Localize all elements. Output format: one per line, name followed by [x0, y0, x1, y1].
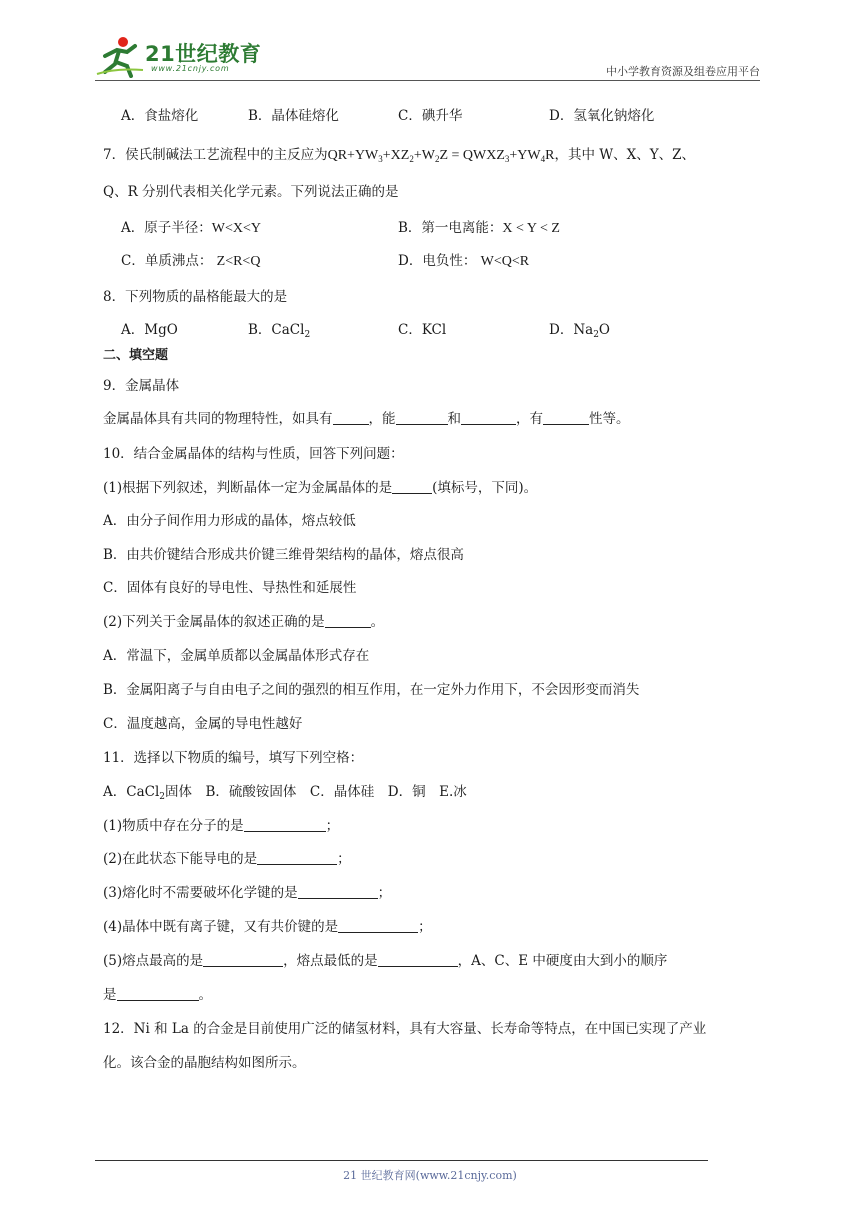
q9-text-4: ，有: [516, 411, 543, 427]
q9-text-5: 性等。: [589, 411, 630, 427]
q10-stem: 10．结合金属晶体的结构与性质，回答下列问题：: [103, 446, 404, 462]
q11-sub4-text: (4)晶体中既有离子键，又有共价键的是: [103, 919, 339, 935]
answer-blank[interactable]: [325, 613, 371, 628]
q11-sub3-text: (3)熔化时不需要破坏化学键的是: [103, 885, 298, 901]
q11-sub5-end: 。: [198, 987, 212, 1003]
logo-url: www.21cnjy.com: [151, 64, 230, 73]
q7-option-a-label: A．原子半径：: [121, 220, 212, 236]
q10-part1-option-c: C．固体有良好的导电性、导热性和延展性: [103, 580, 357, 596]
q8-option-d-text: D．Na: [549, 322, 594, 338]
site-logo: [95, 34, 265, 78]
q11-sub5: [103, 951, 667, 971]
q8-option-b-sub: 2: [304, 330, 311, 340]
q7-option-d-label: D．电负性：: [398, 253, 477, 269]
q8-option-d-sub: 2: [593, 330, 599, 340]
q10-part1-option-b: B．由共价键结合形成共价键三维骨架结构的晶体，熔点很高: [103, 547, 464, 563]
answer-blank[interactable]: [203, 952, 283, 967]
q6-option-a: A．食盐熔化: [121, 108, 199, 124]
q10-part1-tail: (填标号，下同)。: [432, 480, 538, 496]
answer-blank[interactable]: [378, 952, 458, 967]
q7-prefix: 7．侯氏制碱法工艺流程中的主反应为: [103, 147, 328, 163]
q10-part2-option-a: A．常温下，金属单质都以金属晶体形式存在: [103, 648, 370, 664]
footer-divider: [95, 1160, 708, 1161]
q10-part2-tail: 。: [370, 614, 385, 630]
q11-sub1-end: ；: [325, 818, 340, 834]
q11-sub2: [103, 849, 351, 869]
answer-blank[interactable]: [257, 850, 337, 865]
answer-blank[interactable]: [117, 986, 199, 1001]
q10-part1-option-a: A．由分子间作用力形成的晶体，熔点较低: [103, 513, 356, 529]
q7-option-c-value: Z<R<Q: [216, 254, 261, 269]
q11-sub5-text: (5)熔点最高的是: [103, 953, 204, 969]
q6-option-b: B．晶体硅熔化: [248, 108, 339, 124]
q6-option-c: C．碘升华: [398, 108, 463, 124]
page-header: [95, 34, 760, 82]
q8-option-b-text: B．CaCl: [248, 322, 305, 338]
q11-sub4-end: ；: [418, 919, 432, 935]
q8-option-c: C．KCl: [398, 322, 447, 338]
answer-blank[interactable]: [392, 479, 432, 494]
q10-part1: [103, 478, 537, 498]
q8-option-a: A．MgO: [121, 322, 178, 338]
q7-option-a-value: W<X<Y: [211, 221, 261, 236]
answer-blank[interactable]: [298, 884, 378, 899]
header-divider: [95, 80, 760, 81]
q11-sub1-text: (1)物质中存在分子的是: [103, 818, 244, 834]
q12-stem: 12．Ni 和 La 的合金是目前使用广泛的储氢材料，具有大容量、长寿命等特点，在中国已实现了产业: [103, 1021, 707, 1037]
answer-blank[interactable]: [543, 410, 589, 425]
q11-sub5-text-4: 是: [103, 987, 117, 1003]
q11-sub5-text-2: ，熔点最低的是: [283, 953, 378, 969]
q7-option-b: [398, 218, 560, 239]
q11-stem: 11．选择以下物质的编号，填写下列空格：: [103, 750, 364, 766]
q10-part2-option-b: B．金属阳离子与自由电子之间的强烈的相互作用，在一定外力作用下，不会因形变而消失: [103, 682, 640, 698]
q12-stem-line2: 化。该合金的晶胞结构如图所示。: [103, 1055, 306, 1071]
q11-sub4: [103, 917, 432, 937]
q11-options-sub: 2: [159, 792, 166, 802]
q11-sub3-end: ；: [377, 885, 392, 901]
footer-text: 21 世纪教育网(www.21cnjy.com): [343, 1169, 517, 1182]
q11-options-text: A．CaCl: [103, 784, 160, 800]
q9-text-2: ，能: [368, 411, 396, 427]
q10-part2-option-c: C．温度越高，金属的导电性越好: [103, 716, 303, 732]
q11-sub5-cont: [103, 985, 212, 1005]
q11-sub2-end: ；: [337, 851, 351, 867]
q7-option-d: [398, 251, 529, 272]
q7-option-d-value: W<Q<R: [480, 254, 530, 269]
answer-blank[interactable]: [338, 918, 418, 933]
q8-option-d-tail: O: [598, 322, 610, 338]
q9-stem: 9．金属晶体: [103, 378, 180, 394]
q10-part2: [103, 612, 384, 632]
q7-equation: $QR+YW_3+XZ_2+W_2Z$ = $QWXZ_3+YW_4R$: [327, 148, 555, 164]
q8-stem: 8．下列物质的晶格能最大的是: [103, 289, 288, 305]
q9-text-1: 金属晶体具有共同的物理特性，如具有: [103, 411, 333, 427]
q7-suffix: ，其中 W、X、Y、Z、: [554, 147, 696, 163]
q11-sub5-text-3: ，A、C、E 中硬度由大到小的顺序: [457, 953, 668, 969]
q11-sub2-text: (2)在此状态下能导电的是: [103, 851, 258, 867]
q7-option-b-label: B．第一电离能：: [398, 220, 503, 236]
q7-option-a: [121, 218, 261, 239]
platform-name: 中小学教育资源及组卷应用平台: [606, 65, 760, 78]
section-title-fill-blank: 二、填空题: [103, 348, 169, 363]
answer-blank[interactable]: [396, 410, 448, 425]
q11-sub3: [103, 883, 391, 903]
answer-blank[interactable]: [333, 410, 369, 425]
q10-part1-text: (1)根据下列叙述，判断晶体一定为金属晶体的是: [103, 480, 393, 496]
q11-options-tail: 固体 B．硫酸铵固体 C．晶体硅 D．铜 E.冰: [165, 784, 467, 800]
q11-options: [103, 782, 467, 802]
answer-blank[interactable]: [461, 410, 516, 425]
q7-stem-line2: Q、R 分别代表相关化学元素。下列说法正确的是: [103, 184, 399, 200]
runner-logo-icon: [95, 34, 147, 78]
q10-part2-text: (2)下列关于金属晶体的叙述正确的是: [103, 614, 325, 630]
q7-option-c-label: C．单质沸点：: [121, 253, 213, 269]
answer-blank[interactable]: [244, 817, 326, 832]
q7-option-b-value: X < Y < Z: [502, 221, 560, 236]
q8-option-d: [549, 320, 610, 340]
q7-option-c: [121, 251, 260, 272]
q8-option-b: [248, 320, 310, 340]
q11-sub1: [103, 816, 339, 836]
q7-stem: [103, 145, 695, 166]
logo-text: 21世纪教育: [145, 42, 262, 66]
q9-text: [103, 409, 630, 429]
q6-option-d: D．氢氧化钠熔化: [549, 108, 655, 124]
q9-text-3: 和: [447, 411, 461, 427]
